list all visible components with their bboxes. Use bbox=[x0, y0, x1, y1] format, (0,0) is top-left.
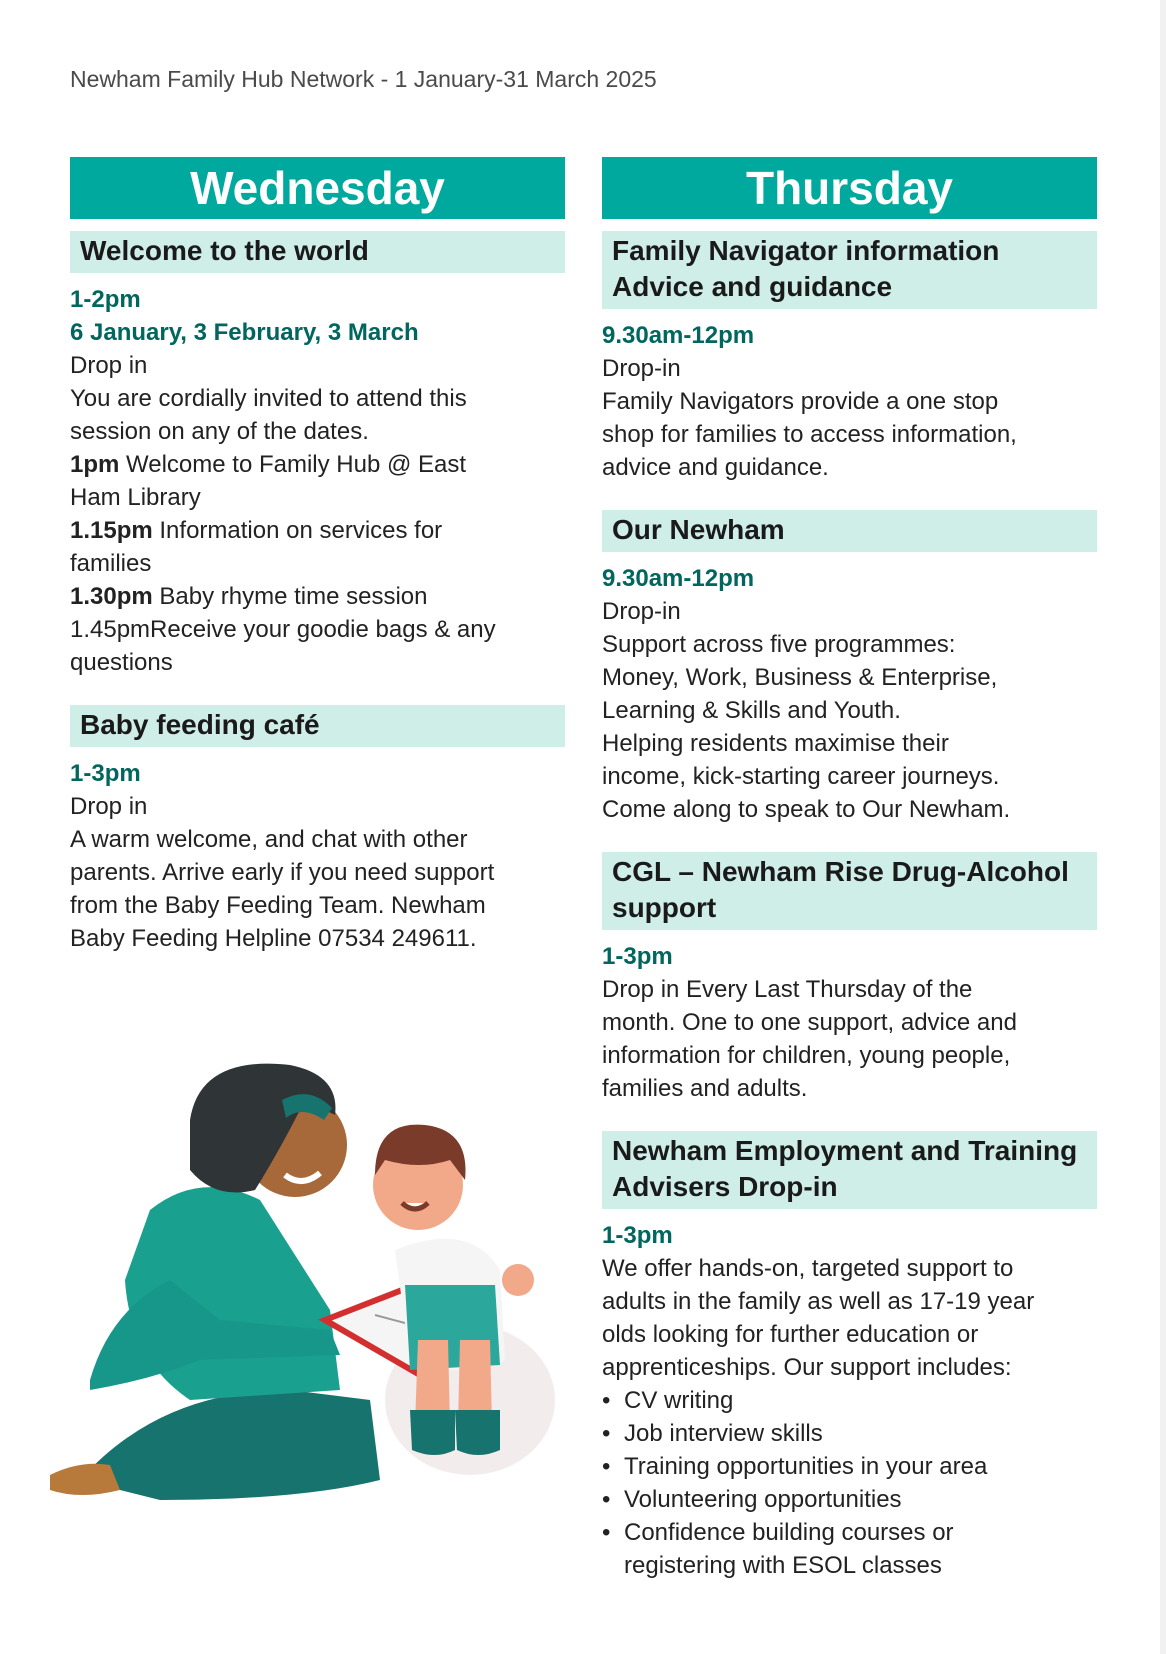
text-line: Come along to speak to Our Newham. bbox=[602, 796, 1011, 823]
schedule-text: questions bbox=[70, 649, 173, 676]
adult-legs-shape bbox=[80, 1390, 380, 1500]
text-line: Baby Feeding Helpline 07534 249611. bbox=[70, 925, 477, 952]
text-line: Learning & Skills and Youth. bbox=[602, 697, 901, 724]
baby-smile-shape bbox=[402, 1203, 428, 1209]
section-cgl-newham-rise bbox=[602, 852, 1097, 1105]
section-title: Baby feeding café bbox=[70, 705, 565, 747]
page-edge bbox=[1160, 0, 1166, 1654]
list-item-text: Confidence building courses or bbox=[624, 1519, 954, 1546]
list-item: • Volunteering opportunities bbox=[624, 1483, 1097, 1516]
section-title-line: CGL – Newham Rise Drug-Alcohol bbox=[612, 856, 1069, 887]
support-list bbox=[602, 1384, 1097, 1582]
text-line: session on any of the dates. bbox=[70, 418, 369, 445]
wednesday-column bbox=[70, 157, 565, 981]
schedule-line bbox=[70, 547, 565, 580]
schedule-line bbox=[70, 580, 565, 613]
text-line: A warm welcome, and chat with other bbox=[70, 826, 468, 853]
text-line: Helping residents maximise their bbox=[602, 730, 949, 757]
text-line: month. One to one support, advice and bbox=[602, 1009, 1017, 1036]
section-baby-feeding-cafe bbox=[70, 705, 565, 955]
text-line: Support across five programmes: bbox=[602, 631, 956, 658]
schedule-text: families bbox=[70, 550, 152, 577]
section-title: Welcome to the world bbox=[70, 231, 565, 273]
section-title-line: Family Navigator information bbox=[612, 235, 1000, 266]
schedule-text: Ham Library bbox=[70, 484, 201, 511]
thursday-column bbox=[602, 157, 1097, 1608]
text-line: Money, Work, Business & Enterprise, bbox=[602, 664, 998, 691]
session-time: 1-3pm bbox=[602, 943, 673, 970]
section-title: Our Newham bbox=[602, 510, 1097, 552]
session-time: 1-2pm bbox=[70, 286, 141, 313]
text-line: Drop in bbox=[70, 352, 148, 379]
section-our-newham bbox=[602, 510, 1097, 826]
schedule-line bbox=[70, 481, 565, 514]
section-employment-training bbox=[602, 1131, 1097, 1582]
section-title-line: Advisers Drop-in bbox=[612, 1171, 838, 1202]
text-line: olds looking for further education or bbox=[602, 1321, 979, 1348]
schedule-time: 1.30pm bbox=[70, 583, 153, 610]
text-line: income, kick-starting career journeys. bbox=[602, 763, 1000, 790]
schedule-line bbox=[70, 646, 565, 679]
schedule-line bbox=[70, 448, 565, 481]
day-banner-thursday: Thursday bbox=[602, 157, 1097, 219]
schedule-line bbox=[70, 514, 565, 547]
text-line: shop for families to access information, bbox=[602, 421, 1017, 448]
baby-boot-shape bbox=[455, 1410, 500, 1455]
section-title-line: Advice and guidance bbox=[612, 271, 893, 302]
section-title bbox=[602, 1131, 1097, 1209]
schedule-text: Information on services for bbox=[152, 517, 443, 544]
text-line: Family Navigators provide a one stop bbox=[602, 388, 999, 415]
text-line: Drop in bbox=[70, 793, 148, 820]
section-title-line: support bbox=[612, 892, 717, 923]
baby-hand-shape bbox=[502, 1264, 534, 1296]
session-time: 1-3pm bbox=[70, 760, 141, 787]
text-line: Drop-in bbox=[602, 598, 681, 625]
text-line: parents. Arrive early if you need support bbox=[70, 859, 495, 886]
baby-boot-shape bbox=[410, 1410, 455, 1455]
section-title bbox=[602, 852, 1097, 930]
text-line: adults in the family as well as 17-19 year bbox=[602, 1288, 1035, 1315]
text-line: advice and guidance. bbox=[602, 454, 829, 481]
list-item bbox=[624, 1516, 1097, 1582]
section-welcome-to-the-world bbox=[70, 231, 565, 679]
section-title bbox=[602, 231, 1097, 309]
text-line: apprenticeships. Our support includes: bbox=[602, 1354, 1012, 1381]
schedule-text: Baby rhyme time session bbox=[152, 583, 428, 610]
text-line: You are cordially invited to attend this bbox=[70, 385, 467, 412]
list-item-continuation: registering with ESOL classes bbox=[624, 1552, 942, 1579]
schedule-line bbox=[70, 613, 565, 646]
schedule-time: 1pm bbox=[70, 451, 120, 478]
text-line: Drop-in bbox=[602, 355, 681, 382]
text-line: information for children, young people, bbox=[602, 1042, 1011, 1069]
section-title-line: Newham Employment and Training bbox=[612, 1135, 1078, 1166]
text-line: We offer hands-on, targeted support to bbox=[602, 1255, 1014, 1282]
text-line: from the Baby Feeding Team. Newham bbox=[70, 892, 486, 919]
session-dates: 6 January, 3 February, 3 March bbox=[70, 319, 419, 346]
session-time: 1-3pm bbox=[602, 1222, 673, 1249]
schedule-text: 1.45pmReceive your goodie bags & any bbox=[70, 616, 496, 643]
list-item: • Training opportunities in your area bbox=[624, 1450, 1097, 1483]
list-item: • CV writing bbox=[624, 1384, 1097, 1417]
schedule-time: 1.15pm bbox=[70, 517, 153, 544]
session-time: 9.30am-12pm bbox=[602, 565, 755, 592]
list-item: • Job interview skills bbox=[624, 1417, 1097, 1450]
schedule-text: Welcome to Family Hub @ East bbox=[119, 451, 467, 478]
parent-and-baby-illustration bbox=[40, 1060, 570, 1530]
document-header: Newham Family Hub Network - 1 January-31 March 2025 bbox=[70, 66, 657, 92]
day-banner-wednesday: Wednesday bbox=[70, 157, 565, 219]
text-line: Drop in Every Last Thursday of the bbox=[602, 976, 973, 1003]
section-family-navigator bbox=[602, 231, 1097, 484]
text-line: families and adults. bbox=[602, 1075, 808, 1102]
session-time: 9.30am-12pm bbox=[602, 322, 755, 349]
adult-foot-shape bbox=[50, 1464, 120, 1495]
